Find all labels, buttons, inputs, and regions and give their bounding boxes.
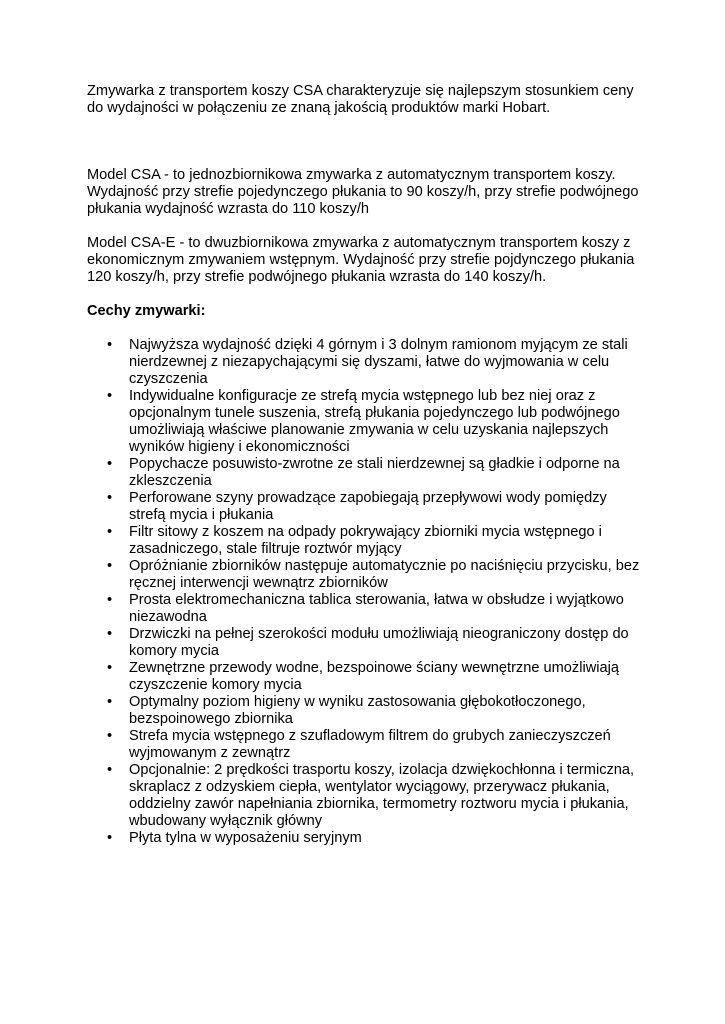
- features-heading: Cechy zmywarki:: [87, 303, 206, 319]
- bullet-icon: •: [107, 456, 113, 472]
- list-item: [87, 558, 647, 592]
- list-item-text: Opcjonalnie: 2 prędkości trasportu koszy, izolacja dzwiękochłonna i termiczna, skraplacz z odzyskiem ciepła, wentylator wyciągowy, przerywacz płukania, oddzielny zawór napełniania zbiornika, termometry roztworu mycia i płukania, wbudowany wyłącznik główny: [129, 762, 635, 829]
- list-item: [87, 490, 647, 524]
- list-item: [87, 592, 647, 626]
- bullet-icon: •: [107, 626, 113, 642]
- list-item: [87, 762, 647, 830]
- bullet-icon: •: [107, 762, 113, 778]
- list-item: [87, 524, 647, 558]
- list-item: [87, 388, 647, 456]
- list-item-text: Prosta elektromechaniczna tablica sterowania, łatwa w obsłudze i wyjątkowo niezawodna: [129, 592, 624, 625]
- list-item-text: Optymalny poziom higieny w wyniku zastosowania głębokotłoczonego, bezspoinowego zbiornika: [129, 694, 586, 727]
- features-list: [87, 337, 647, 847]
- list-item: [87, 660, 647, 694]
- bullet-icon: •: [107, 388, 113, 404]
- list-item: [87, 626, 647, 660]
- bullet-icon: •: [107, 592, 113, 608]
- list-item-text: Opróżnianie zbiorników następuje automatycznie po naciśnięciu przycisku, bez ręcznej interwencji wewnątrz zbiorników: [129, 558, 640, 591]
- bullet-icon: •: [107, 694, 113, 710]
- model-csa-e-paragraph: Model CSA-E - to dwuzbiornikowa zmywarka z automatycznym transportem koszy z ekonomicznym zmywaniem wstępnym. Wydajność przy strefie pojdynczego płukania 120 koszy/h, przy strefie podwójnego płukania wzrasta do 140 koszy/h.: [87, 235, 635, 285]
- bullet-icon: •: [107, 524, 113, 540]
- list-item: [87, 728, 647, 762]
- document-page: [87, 83, 647, 847]
- list-item-text: Filtr sitowy z koszem na odpady pokrywający zbiorniki mycia wstępnego i zasadniczego, stale filtruje roztwór myjący: [129, 524, 602, 557]
- list-item-text: Indywidualne konfiguracje ze strefą mycia wstępnego lub bez niej oraz z opcjonalnym tunele suszenia, strefą płukania pojedynczego lub podwójnego umożliwiają właściwe planowanie zmywania w celu uzyskania najlepszych wyników higieny i ekonomiczności: [129, 388, 620, 455]
- list-item-text: Perforowane szyny prowadzące zapobiegają przepływowi wody pomiędzy strefą mycia i płukania: [129, 490, 607, 523]
- list-item-text: Popychacze posuwisto-zwrotne ze stali nierdzewnej są gładkie i odporne na zkleszczenia: [129, 456, 620, 489]
- bullet-icon: •: [107, 728, 113, 744]
- list-item: [87, 337, 647, 388]
- list-item-text: Strefa mycia wstępnego z szufladowym filtrem do grubych zanieczyszczeń wyjmowanym z zewnątrz: [129, 728, 611, 761]
- list-item: [87, 456, 647, 490]
- list-item: [87, 694, 647, 728]
- intro-paragraph: Zmywarka z transportem koszy CSA charakteryzuje się najlepszym stosunkiem ceny do wydajności w połączeniu ze znaną jakością produktów marki Hobart.: [87, 83, 634, 116]
- bullet-icon: •: [107, 830, 113, 846]
- list-item-text: Zewnętrzne przewody wodne, bezspoinowe ściany wewnętrzne umożliwiają czyszczenie komory mycia: [129, 660, 619, 693]
- bullet-icon: •: [107, 558, 113, 574]
- list-item: [87, 830, 647, 847]
- list-item-text: Najwyższa wydajność dzięki 4 górnym i 3 dolnym ramionom myjącym ze stali nierdzewnej z niezapychającymi się dyszami, łatwe do wyjmowania w celu czyszczenia: [129, 337, 628, 387]
- model-csa-paragraph: Model CSA - to jednozbiornikowa zmywarka z automatycznym transportem koszy. Wydajność przy strefie pojedynczego płukania to 90 koszy/h, przy strefie podwójnego płukania wydajność wzrasta do 110 koszy/h: [87, 167, 639, 217]
- bullet-icon: •: [107, 660, 113, 676]
- list-item-text: Drzwiczki na pełnej szerokości modułu umożliwiają nieograniczony dostęp do komory mycia: [129, 626, 629, 659]
- list-item-text: Płyta tylna w wyposażeniu seryjnym: [129, 830, 362, 846]
- bullet-icon: •: [107, 337, 113, 353]
- bullet-icon: •: [107, 490, 113, 506]
